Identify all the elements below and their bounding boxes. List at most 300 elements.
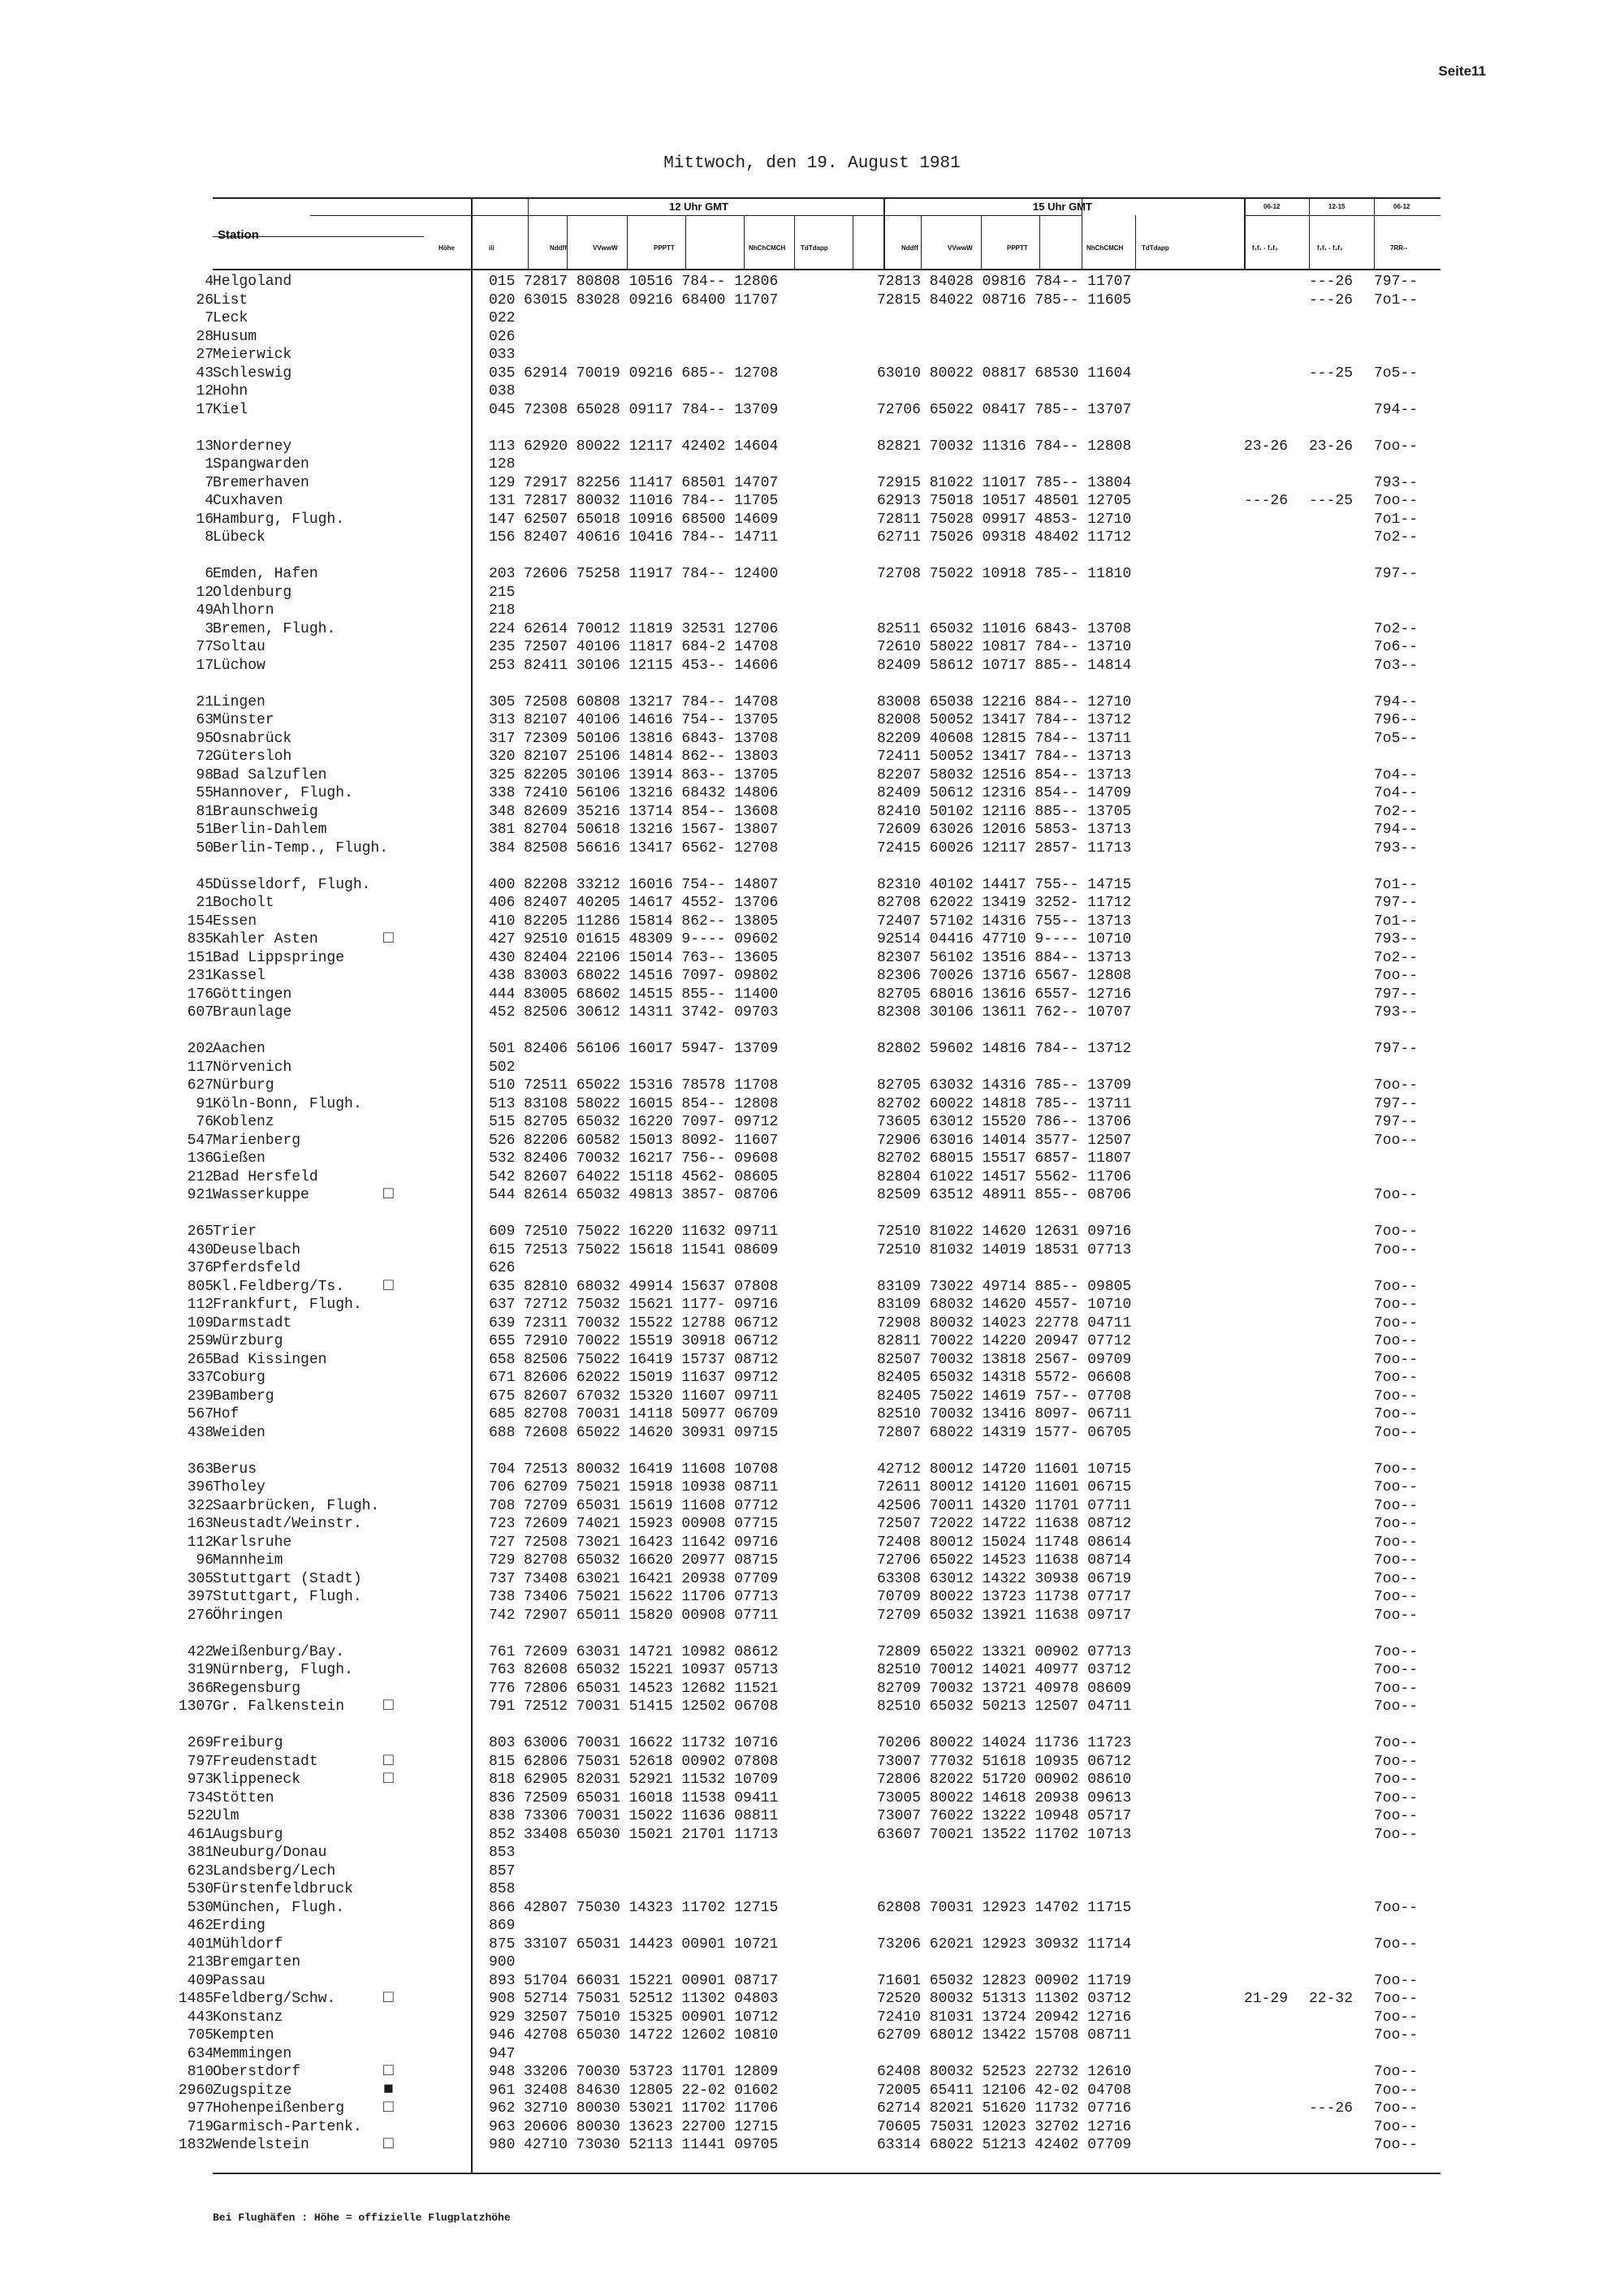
station-name: Wasserkuppe [213,1187,309,1203]
station-name: Würzburg [213,1333,283,1349]
station-code: 113 [489,438,516,455]
station-height: 397 [187,1589,214,1605]
station-code: 626 [489,1260,516,1276]
station-height: 547 [187,1132,214,1149]
summit-marker: □ [383,1989,394,2008]
station-name: Bad Salzuflen [213,766,327,783]
precip-06-12: 7oo-- [1374,1607,1419,1624]
station-height: 4 [205,274,214,290]
gust-06-12: ---26 [1244,493,1289,509]
obs-12-gmt: 82708 70031 14118 50977 06709 [524,1406,779,1422]
obs-15-gmt: 72415 60026 12117 2857- 11713 [877,839,1132,857]
precip-06-12: 7oo-- [1374,1351,1419,1368]
station-height: 607 [187,1004,214,1021]
station-height: 634 [187,2045,214,2062]
obs-15-gmt: 62808 70031 12923 14702 11715 [877,1899,1132,1916]
station-height: 7 [205,474,214,491]
obs-12-gmt: 82506 30612 14311 3742- 09703 [524,1004,779,1021]
precip-06-12: 7oo-- [1374,1370,1419,1386]
obs-15-gmt: 72706 65022 08417 785-- 13707 [877,401,1132,418]
obs-15-gmt: 72809 65022 13321 00902 07713 [877,1643,1132,1660]
table-row [196,511,1440,529]
table-row [187,1405,1440,1424]
station-name: Hof [213,1406,240,1422]
obs-12-gmt: 83108 58022 16015 854-- 12808 [524,1095,779,1112]
table-row [187,1534,1440,1552]
obs-15-gmt: 82804 61022 14517 5562- 11706 [877,1168,1132,1185]
station-height: 363 [187,1461,214,1478]
table-row [187,1241,1440,1260]
table-row [187,1917,1440,1936]
precip-06-12: 7oo-- [1374,1333,1419,1349]
table-row [187,1461,1440,1479]
precip-06-12: 797-- [1374,986,1419,1003]
station-name: Norderney [213,438,292,455]
station-name: Freiburg [213,1735,283,1751]
station-height: 1832 [178,2137,214,2153]
obs-12-gmt: 83003 68022 14516 7097- 09802 [524,968,779,984]
obs-15-gmt: 72410 81031 13724 20942 12716 [877,2009,1132,2026]
station-code: 381 [489,822,516,838]
obs-12-gmt: 62806 75031 52618 00902 07808 [524,1753,779,1770]
obs-15-gmt: 63607 70021 13522 11702 10713 [877,1826,1132,1843]
header-col-ppptt-15: PPPTT [1007,244,1028,252]
obs-12-gmt: 52714 75031 52512 11302 04803 [524,1991,779,2007]
precip-06-12: 7oo-- [1374,2009,1419,2026]
station-code: 738 [489,1589,516,1605]
precip-06-12: 7o6-- [1374,639,1419,655]
station-height: 319 [187,1662,214,1678]
obs-15-gmt: 72709 65032 13921 11638 09717 [877,1607,1132,1624]
table-row [196,438,1440,456]
station-code: 235 [489,639,516,655]
precip-06-12: 7oo-- [1374,1936,1419,1953]
obs-12-gmt: 73406 75021 15622 11706 07713 [524,1589,779,1605]
station-name: Soltau [213,639,266,655]
table-row [187,1570,1440,1589]
station-code: 980 [489,2137,516,2153]
obs-12-gmt: 82614 65032 49813 3857- 08706 [524,1187,779,1203]
station-name: Stuttgart, Flugh. [213,1589,362,1605]
table-row [187,2026,1440,2045]
header-12-uhr-gmt: 12 Uhr GMT [669,201,728,213]
station-height: 530 [187,1881,214,1897]
table-row [205,455,1440,474]
obs-12-gmt: 82411 30106 12115 453-- 14606 [524,657,779,674]
table-row [187,986,1440,1004]
station-name: Braunlage [213,1004,292,1021]
station-name: Braunschweig [213,803,318,820]
table-row [187,1059,1440,1077]
station-height: 96 [196,1552,214,1569]
obs-15-gmt: 72813 84028 09816 784-- 11707 [877,274,1132,290]
station-name: Berlin-Temp., Flugh. [213,839,389,857]
table-row [187,1807,1440,1826]
station-code: 815 [489,1753,516,1770]
table-row [178,2135,1440,2155]
station-group [187,876,1440,1022]
station-name: Bocholt [213,895,274,911]
station-code: 893 [489,1972,516,1989]
station-code: 742 [489,1607,516,1624]
station-height: 26 [196,291,214,309]
precip-06-12: 7oo-- [1374,1552,1419,1569]
station-name: Berlin-Dahlem [213,822,327,838]
table-row [187,1369,1440,1388]
obs-15-gmt: 72520 80032 51313 11302 03712 [877,1991,1132,2007]
station-code: 156 [489,529,516,546]
obs-15-gmt: 82509 63512 48911 855-- 08706 [877,1187,1132,1203]
obs-15-gmt: 82709 70032 13721 40978 08609 [877,1680,1132,1697]
obs-12-gmt: 32408 84630 12805 22-02 01602 [524,2082,779,2099]
station-code: 224 [489,620,516,637]
station-height: 154 [187,913,214,930]
table-row [196,766,1440,785]
table-row [187,1972,1440,1991]
station-code: 635 [489,1278,516,1295]
table-row [196,365,1440,383]
precip-06-12: 7oo-- [1374,1406,1419,1422]
station-height: 1 [205,456,214,473]
precip-06-12: 7oo-- [1374,1662,1419,1678]
obs-15-gmt: 73005 80022 14618 20938 09613 [877,1789,1132,1806]
station-height: 28 [196,328,214,345]
precip-06-12: 7o1-- [1374,913,1419,930]
table-row [187,1497,1440,1516]
table-row [196,894,1440,913]
obs-12-gmt: 92510 01615 48309 9---- 09602 [524,931,779,947]
station-name: Kl.Feldberg/Ts. [213,1278,345,1295]
station-height: 337 [187,1370,214,1386]
table-row [187,1168,1440,1187]
obs-15-gmt: 72005 65411 12106 42-02 04708 [877,2082,1132,2099]
station-height: 719 [187,2118,214,2135]
table-row [196,1095,1440,1114]
precip-06-12: 793-- [1374,474,1419,491]
table-row [205,474,1440,493]
station-code: 410 [489,913,516,930]
obs-15-gmt: 82409 50612 12316 854-- 14709 [877,785,1132,801]
table-row [187,1936,1440,1954]
station-height: 13 [196,438,214,455]
obs-12-gmt: 32710 80030 53021 11702 11706 [524,2100,779,2117]
station-code: 637 [489,1297,516,1313]
station-code: 317 [489,730,516,747]
station-name: Aachen [213,1041,266,1057]
table-row [178,2080,1440,2100]
station-name: Leck [213,310,248,326]
summit-marker: □ [383,2099,394,2117]
station-name: München, Flugh. [213,1899,345,1916]
station-name: Fürstenfeldbruck [213,1881,353,1897]
precip-06-12: 797-- [1374,1095,1419,1112]
station-code: 035 [489,365,516,382]
station-height: 623 [187,1862,214,1880]
station-height: 95 [196,730,214,747]
obs-15-gmt: 70206 80022 14024 11736 11723 [877,1735,1132,1751]
table-row [187,1132,1440,1150]
table-row [196,638,1440,657]
station-height: 21 [196,895,214,911]
table-row [187,1826,1440,1845]
station-code: 961 [489,2082,516,2099]
table-row [196,328,1440,347]
obs-12-gmt: 72511 65022 15316 78578 11708 [524,1077,779,1094]
station-name: Trier [213,1224,257,1240]
precip-06-12: 7oo-- [1374,1479,1419,1495]
obs-12-gmt: 82107 25106 14814 862-- 13803 [524,749,779,765]
header-12-15: 12-15 [1328,203,1345,210]
obs-12-gmt: 82705 65032 16220 7097- 09712 [524,1114,779,1130]
station-name: Augsburg [213,1826,283,1843]
precip-06-12: 7oo-- [1374,1132,1419,1149]
obs-12-gmt: 62614 70012 11819 32531 12706 [524,620,779,637]
station-group [187,1461,1440,1625]
obs-12-gmt: 72817 80032 11016 784-- 11705 [524,493,779,509]
station-height: 8 [205,529,214,546]
station-name: Bamberg [213,1388,274,1405]
obs-12-gmt: 82205 11286 15814 862-- 13805 [524,913,779,930]
station-group [196,273,1440,419]
summit-marker: □ [383,2062,394,2081]
station-code: 253 [489,657,516,674]
station-code: 515 [489,1114,516,1130]
station-code: 022 [489,310,516,326]
station-group [178,1643,1440,1716]
station-name: Lüchow [213,657,266,674]
station-code: 542 [489,1168,516,1185]
precip-06-12: 7o2-- [1374,529,1419,546]
station-height: 45 [196,876,214,893]
station-height: 835 [187,931,214,947]
station-height: 231 [187,968,214,984]
obs-15-gmt: 83109 68032 14620 4557- 10710 [877,1297,1132,1313]
precip-06-12: 794-- [1374,401,1419,418]
station-code: 655 [489,1333,516,1349]
station-code: 688 [489,1424,516,1441]
obs-12-gmt: 20606 80030 13623 22700 12715 [524,2118,779,2135]
station-name: Bremen, Flugh. [213,620,336,637]
table-row [196,821,1440,839]
obs-15-gmt: 82307 56102 13516 884-- 13713 [877,949,1132,966]
obs-15-gmt: 62709 68012 13422 15708 08711 [877,2027,1132,2044]
obs-15-gmt: 72408 80012 15024 11748 08614 [877,1534,1132,1551]
table-row [196,401,1440,420]
table-row [187,1388,1440,1406]
station-code: 761 [489,1643,516,1660]
page-title: Mittwoch, den 19. August 1981 [663,154,961,173]
table-row [196,748,1440,766]
obs-12-gmt: 82606 62022 15019 11637 09712 [524,1370,779,1386]
obs-15-gmt: 72815 84022 08716 785-- 11605 [877,291,1132,309]
obs-15-gmt: 82306 70026 13716 6567- 12808 [877,968,1132,984]
station-code: 671 [489,1370,516,1386]
obs-15-gmt: 71601 65032 12823 00902 11719 [877,1972,1132,1989]
station-height: 213 [187,1954,214,1970]
table-row [187,1734,1440,1753]
station-group [187,1223,1440,1442]
table-row [178,1989,1440,2009]
table-row [187,1953,1440,1972]
table-row [205,620,1440,639]
table-row [187,1259,1440,1278]
table-row [205,309,1440,328]
precip-06-12: 7oo-- [1374,968,1419,984]
station-code: 685 [489,1406,516,1422]
station-code: 325 [489,766,516,783]
obs-12-gmt: 82407 40616 10416 784-- 14711 [524,529,779,546]
obs-15-gmt: 70709 80022 13723 11738 07717 [877,1589,1132,1605]
header-06-12: 06-12 [1263,203,1281,210]
station-code: 305 [489,693,516,710]
obs-12-gmt: 42710 73030 52113 11441 09705 [524,2137,779,2153]
table-row [187,1276,1440,1297]
station-height: 265 [187,1351,214,1368]
station-code: 348 [489,803,516,820]
obs-12-gmt: 62905 82031 52921 11532 10709 [524,1772,779,1788]
precip-06-12: 7oo-- [1374,1643,1419,1660]
table-row [187,913,1440,931]
precip-06-12: 7oo-- [1374,1278,1419,1295]
obs-15-gmt: 72708 75022 10918 785-- 11810 [877,566,1132,582]
obs-15-gmt: 82510 65032 50213 12507 04711 [877,1698,1132,1715]
obs-15-gmt: 82811 70022 14220 20947 07712 [877,1333,1132,1349]
station-height: 430 [187,1241,214,1258]
obs-15-gmt: 72906 63016 14014 3577- 12507 [877,1132,1132,1149]
obs-15-gmt: 72811 75028 09917 4853- 12710 [877,511,1132,528]
header-precip: 7RR-- [1390,244,1408,252]
table-row [187,1040,1440,1059]
precip-06-12: 7o4-- [1374,785,1419,801]
station-name: Bad Hersfeld [213,1168,318,1185]
obs-15-gmt: 82308 30106 13611 762-- 10707 [877,1004,1132,1021]
station-code: 900 [489,1954,516,1970]
gust-06-12: 21-29 [1244,1991,1289,2007]
table-row [196,657,1440,675]
obs-15-gmt: 72915 81022 11017 785-- 13804 [877,474,1132,491]
table-row [196,730,1440,749]
obs-12-gmt: 72709 65031 15619 11608 07712 [524,1497,779,1514]
table-row [187,1223,1440,1241]
obs-15-gmt: 82409 58612 10717 885-- 14814 [877,657,1132,674]
obs-12-gmt: 51704 66031 15221 00901 08717 [524,1972,779,1989]
table-row [187,967,1440,986]
station-name: List [213,291,248,309]
obs-12-gmt: 72712 75032 15621 1177- 09716 [524,1297,779,1313]
table-row [187,1770,1440,1789]
station-height: 734 [187,1789,214,1806]
station-height: 705 [187,2027,214,2044]
gust-12-15: ---26 [1309,291,1354,309]
station-height: 43 [196,365,214,382]
obs-12-gmt: 72917 82256 11417 68501 14707 [524,474,779,491]
obs-15-gmt: 42712 80012 14720 11601 10715 [877,1461,1132,1478]
station-name: Düsseldorf, Flugh. [213,876,371,893]
station-height: 269 [187,1735,214,1751]
obs-15-gmt: 63308 63012 14322 30938 06719 [877,1570,1132,1587]
station-code: 875 [489,1936,516,1953]
obs-15-gmt: 73007 76022 13222 10948 05717 [877,1808,1132,1824]
obs-15-gmt: 72407 57102 14316 755-- 13713 [877,913,1132,930]
station-code: 908 [489,1991,516,2007]
station-name: Landsberg/Lech [213,1862,336,1880]
station-code: 853 [489,1845,516,1861]
obs-15-gmt: 63010 80022 08817 68530 11604 [877,365,1132,382]
station-height: 51 [196,822,214,838]
station-height: 977 [187,2100,214,2117]
station-name: Zugspitze [213,2082,292,2099]
station-name: Koblenz [213,1114,274,1130]
obs-12-gmt: 42807 75030 14323 11702 12715 [524,1899,779,1916]
station-height: 151 [187,949,214,966]
station-height: 381 [187,1845,214,1861]
station-name: Helgoland [213,274,292,290]
precip-06-12: 7o2-- [1374,803,1419,820]
obs-12-gmt: 63015 83028 09216 68400 11707 [524,291,779,309]
obs-12-gmt: 72608 65022 14620 30931 09715 [524,1424,779,1441]
station-name: Nürburg [213,1077,274,1094]
obs-12-gmt: 62709 75021 15918 10938 08711 [524,1479,779,1495]
station-height: 376 [187,1260,214,1276]
station-code: 615 [489,1241,516,1258]
station-height: 3 [205,620,214,637]
station-name: Konstanz [213,2009,283,2026]
obs-15-gmt: 82702 68015 15517 6857- 11807 [877,1150,1132,1167]
obs-15-gmt: 82507 70032 13818 2567- 09709 [877,1351,1132,1368]
table-row [178,1697,1440,1716]
station-name: Emden, Hafen [213,566,318,582]
station-height: 202 [187,1041,214,1057]
station-code: 963 [489,2118,516,2135]
station-height: 530 [187,1899,214,1916]
obs-12-gmt: 72609 74021 15923 00908 07715 [524,1516,779,1532]
gust-12-15: ---26 [1309,2100,1354,2117]
obs-12-gmt: 82206 60582 15013 8092- 11607 [524,1132,779,1149]
station-code: 544 [489,1187,516,1203]
station-code: 430 [489,949,516,966]
station-name: Stötten [213,1789,274,1806]
precip-06-12: 7oo-- [1374,1826,1419,1843]
table-row [187,1314,1440,1333]
station-height: 17 [196,401,214,418]
station-name: Schleswig [213,365,292,382]
station-code: 532 [489,1150,516,1167]
precip-06-12: 7oo-- [1374,1388,1419,1405]
station-height: 6 [205,566,214,582]
station-code: 513 [489,1095,516,1112]
obs-12-gmt: 73408 63021 16421 20938 07709 [524,1570,779,1587]
obs-15-gmt: 72706 65022 14523 11638 08714 [877,1552,1132,1569]
station-height: 176 [187,986,214,1003]
station-code: 526 [489,1132,516,1149]
obs-15-gmt: 62711 75026 09318 48402 11712 [877,529,1132,546]
station-name: Nürnberg, Flugh. [213,1662,353,1678]
obs-12-gmt: 33408 65030 15021 21701 11713 [524,1826,779,1843]
station-code: 203 [489,566,516,582]
precip-06-12: 796-- [1374,712,1419,728]
station-name: Darmstadt [213,1314,292,1331]
table-row [187,1899,1440,1918]
header-col-tdtd-15: TdTdapp [1142,244,1169,252]
station-code: 320 [489,749,516,765]
station-code: 038 [489,383,516,399]
station-name: Meierwick [213,347,292,363]
table-row [187,1643,1440,1662]
obs-12-gmt: 72606 75258 11917 784-- 12400 [524,566,779,582]
precip-06-12: 7oo-- [1374,1589,1419,1605]
station-name: Kassel [213,968,266,984]
table-row [205,492,1440,511]
